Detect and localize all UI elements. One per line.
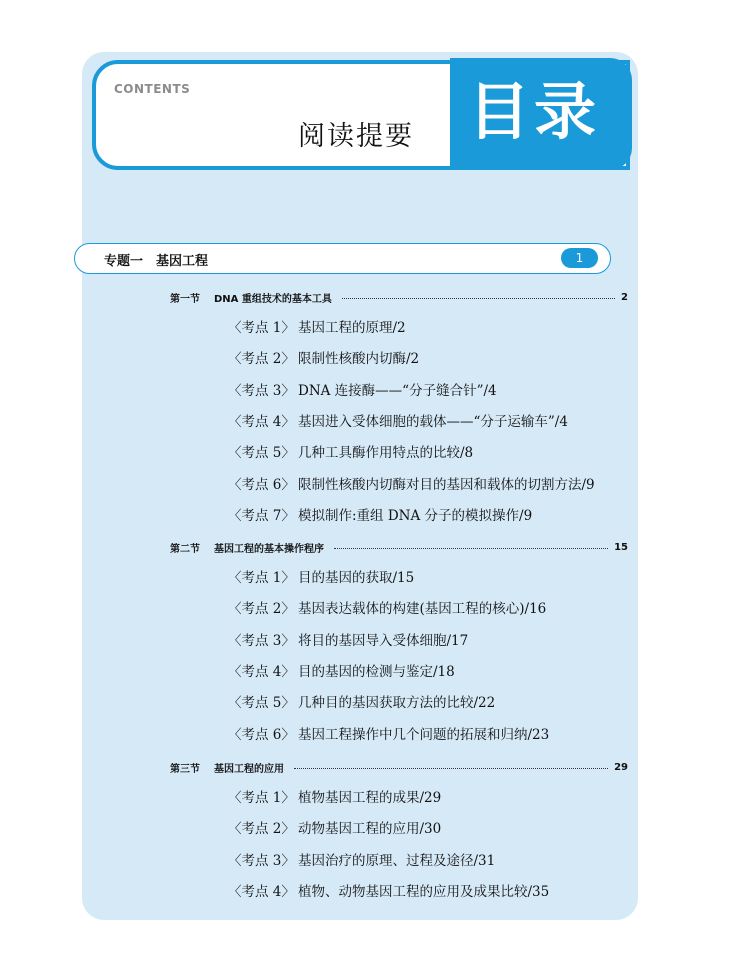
entry-text: 几种目的基因获取方法的比较/22 xyxy=(298,695,496,712)
dot-leader xyxy=(294,768,608,769)
entry-text: 模拟制作:重组 DNA 分子的模拟操作/9 xyxy=(298,507,533,524)
toc-entry[interactable] xyxy=(228,566,414,586)
toc-entry[interactable] xyxy=(228,504,532,524)
entry-label: 〈考点 5〉 xyxy=(228,445,295,462)
section-title: 基因工程的应用 xyxy=(214,763,284,775)
toc-entry[interactable] xyxy=(228,473,595,493)
entry-label: 〈考点 2〉 xyxy=(228,351,295,368)
toc-entry[interactable] xyxy=(228,410,568,430)
section-number: 第一节 xyxy=(170,293,200,305)
topic-label: 专题一 基因工程 xyxy=(104,254,209,269)
toc-entry[interactable] xyxy=(228,629,468,649)
entry-text: 限制性核酸内切酶/2 xyxy=(298,351,420,368)
entry-label: 〈考点 4〉 xyxy=(228,413,295,430)
entry-text: 植物、动物基因工程的应用及成果比较/35 xyxy=(298,883,550,900)
entry-label: 〈考点 1〉 xyxy=(228,320,295,336)
toc-entry[interactable] xyxy=(228,817,441,837)
section-page-number: 2 xyxy=(621,291,628,303)
toc-entry[interactable] xyxy=(228,723,549,743)
entry-label: 〈考点 5〉 xyxy=(228,695,295,712)
entry-text: DNA 连接酶——“分子缝合针”/4 xyxy=(298,382,497,399)
entry-label: 〈考点 2〉 xyxy=(228,601,295,618)
entry-text: 基因治疗的原理、过程及途径/31 xyxy=(298,852,496,869)
toc-entry[interactable] xyxy=(228,347,419,367)
topic-page-badge: 1 xyxy=(561,248,598,268)
entry-label: 〈考点 7〉 xyxy=(228,507,295,524)
entry-text: 植物基因工程的成果/29 xyxy=(298,790,442,806)
section-heading xyxy=(170,758,628,776)
section-heading xyxy=(170,538,628,556)
toc-entry[interactable] xyxy=(228,786,441,806)
entry-label: 〈考点 3〉 xyxy=(228,632,295,649)
section-page-number: 29 xyxy=(614,761,628,773)
contents-label: CONTENTS xyxy=(114,82,191,96)
entry-text: 基因工程操作中几个问题的拓展和归纳/23 xyxy=(298,726,550,743)
section-heading xyxy=(170,288,628,306)
entry-text: 限制性核酸内切酶对目的基因和载体的切割方法/9 xyxy=(298,476,595,493)
header-subtitle: 阅读提要 xyxy=(298,121,414,152)
entry-label: 〈考点 4〉 xyxy=(228,883,295,900)
entry-label: 〈考点 6〉 xyxy=(228,726,295,743)
entry-label: 〈考点 1〉 xyxy=(228,570,295,586)
entry-text: 目的基因的检测与鉴定/18 xyxy=(298,663,455,680)
entry-label: 〈考点 6〉 xyxy=(228,476,295,493)
entry-text: 基因进入受体细胞的载体——“分子运输车”/4 xyxy=(298,413,568,430)
toc-entry[interactable] xyxy=(228,660,455,680)
toc-entry[interactable] xyxy=(228,597,546,617)
section-number: 第二节 xyxy=(170,543,200,555)
dot-leader xyxy=(334,548,608,549)
entry-text: 动物基因工程的应用/30 xyxy=(298,821,442,838)
entry-text: 将目的基因导入受体细胞/17 xyxy=(298,632,469,649)
entry-label: 〈考点 3〉 xyxy=(228,382,295,399)
entry-text: 基因表达载体的构建(基因工程的核心)/16 xyxy=(298,601,547,618)
section-title: DNA 重组技术的基本工具 xyxy=(214,293,332,305)
section-page-number: 15 xyxy=(614,541,628,553)
entry-label: 〈考点 3〉 xyxy=(228,852,295,869)
toc-entry[interactable] xyxy=(228,691,495,711)
entry-text: 目的基因的获取/15 xyxy=(298,570,415,586)
toc-entry[interactable] xyxy=(228,849,495,869)
page-title: 目录 xyxy=(468,75,601,148)
section-title: 基因工程的基本操作程序 xyxy=(214,543,324,555)
toc-entry[interactable] xyxy=(228,379,497,399)
entry-label: 〈考点 2〉 xyxy=(228,821,295,838)
section-number: 第三节 xyxy=(170,763,200,775)
toc-entry[interactable] xyxy=(228,316,406,336)
entry-label: 〈考点 1〉 xyxy=(228,790,295,806)
toc-entry[interactable] xyxy=(228,441,473,461)
toc-entry[interactable] xyxy=(228,880,549,900)
entry-label: 〈考点 4〉 xyxy=(228,663,295,680)
entry-text: 基因工程的原理/2 xyxy=(298,320,406,336)
dot-leader xyxy=(342,298,615,299)
entry-text: 几种工具酶作用特点的比较/8 xyxy=(298,445,474,462)
